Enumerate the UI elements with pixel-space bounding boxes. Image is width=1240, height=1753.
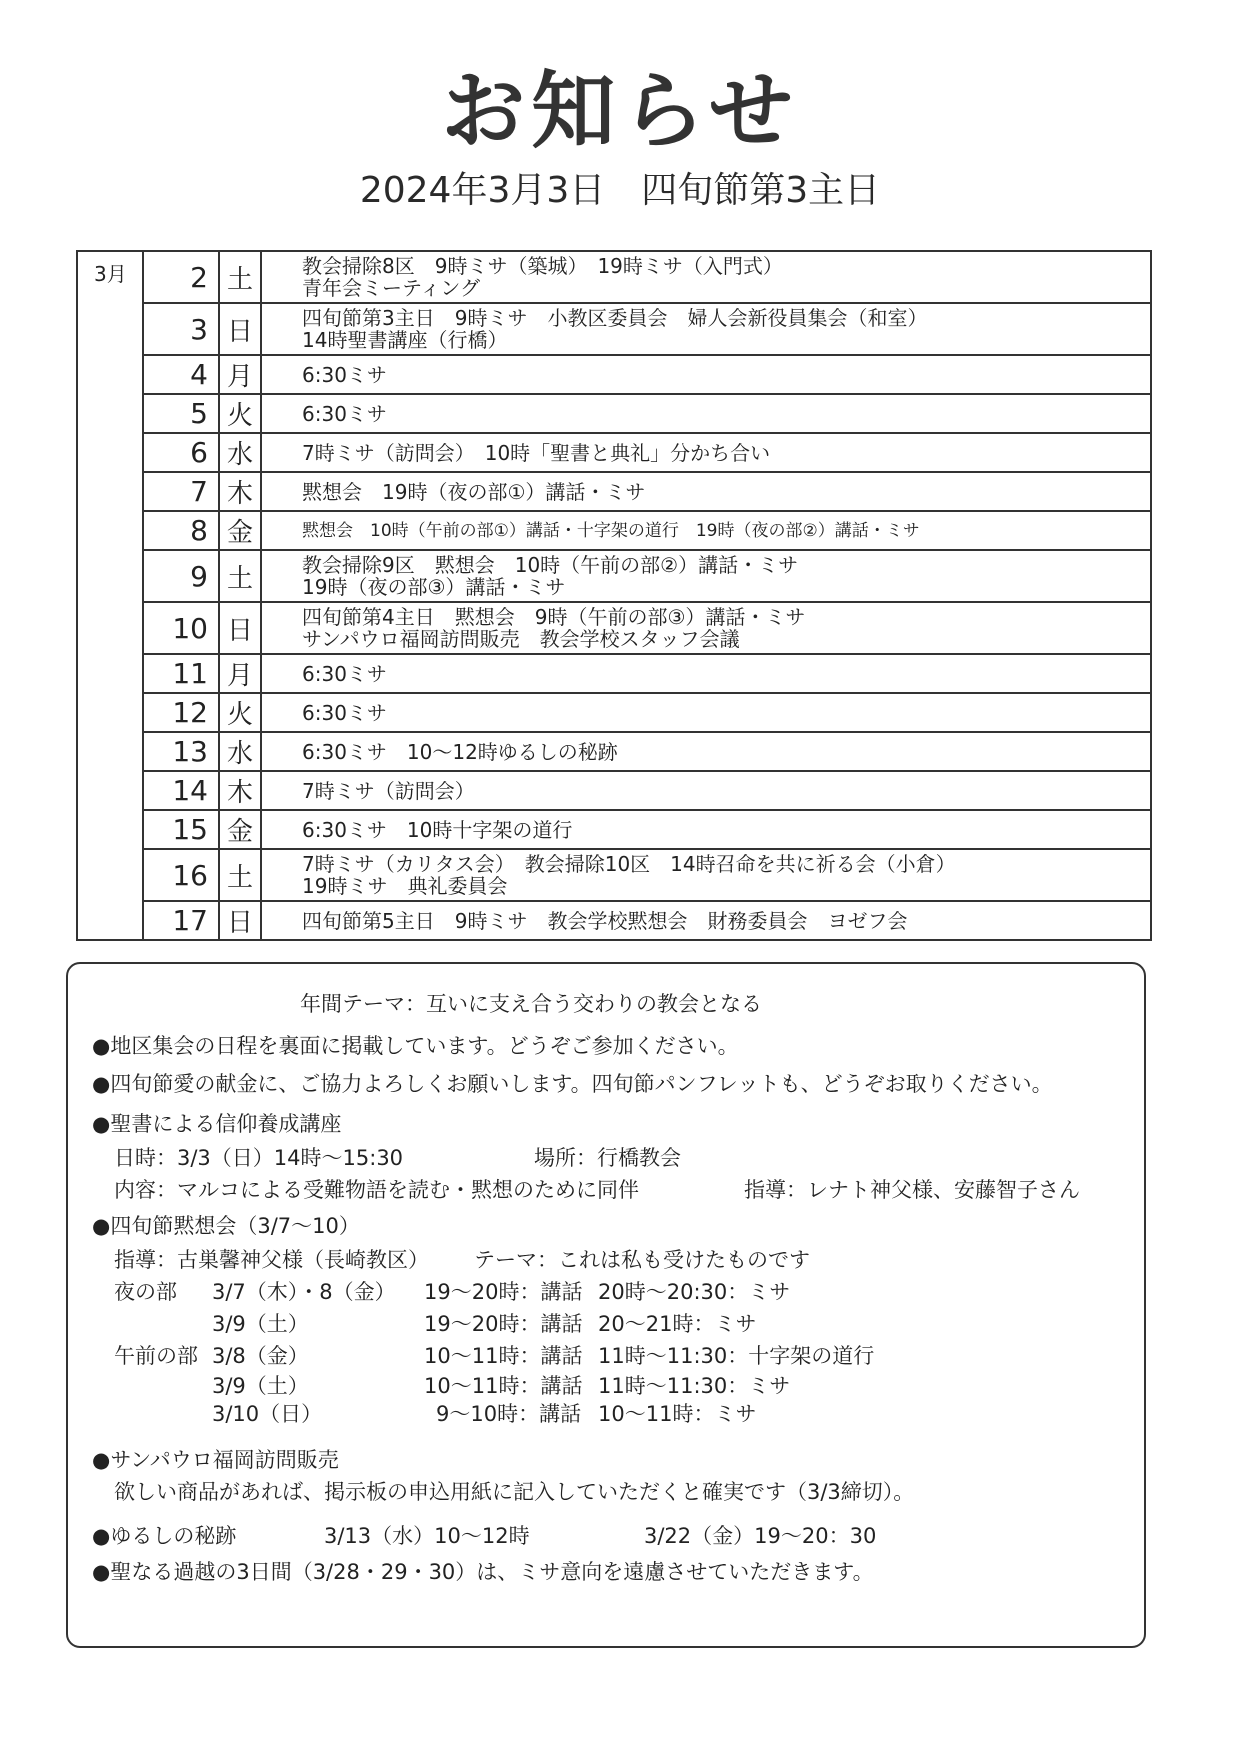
retreat-talk: 9～10時：講話	[436, 1402, 582, 1426]
events-cell	[261, 303, 1151, 355]
retreat-date: 3/7（木）・8（金）	[212, 1280, 396, 1304]
retreat-talk: 10～11時：講話	[424, 1344, 583, 1368]
event-line: 7時ミサ（訪問会） 10時「聖書と典礼」分かち合い	[302, 440, 771, 465]
weekday: 日	[219, 901, 261, 940]
retreat-part: 夜の部	[114, 1280, 177, 1304]
event-line: 6:30ミサ	[302, 362, 387, 387]
event-line: 教会掃除9区 黙想会 10時（午前の部②）講話・ミサ	[302, 553, 799, 577]
retreat-part: 午前の部	[114, 1344, 198, 1368]
day-number: 2	[143, 251, 219, 303]
event-line: 19時（夜の部③）講話・ミサ	[302, 575, 566, 599]
day-number: 16	[143, 849, 219, 901]
schedule-row	[77, 771, 1151, 810]
events-cell	[261, 732, 1151, 771]
schedule-row	[77, 303, 1151, 355]
events-cell	[261, 394, 1151, 433]
event-line: 四旬節第4主日 黙想会 9時（午前の部③）講話・ミサ	[302, 605, 806, 629]
day-number: 4	[143, 355, 219, 394]
bible-course-datetime: 日時：3/3（日）14時～15:30	[114, 1146, 404, 1170]
retreat-theme: テーマ：これは私も受けたものです	[474, 1248, 810, 1272]
event-line: 四旬節第5主日 9時ミサ 教会学校黙想会 財務委員会 ヨゼフ会	[302, 908, 908, 933]
events-cell	[261, 511, 1151, 550]
events-cell	[261, 433, 1151, 472]
bible-course-heading: ● 聖書による信仰養成講座	[92, 1108, 341, 1138]
event-line: 教会掃除8区 9時ミサ（築城） 19時ミサ（入門式）	[302, 254, 783, 278]
event-line: 四旬節第3主日 9時ミサ 小教区委員会 婦人会新役員集会（和室）	[302, 306, 928, 330]
event-line: 7時ミサ（訪問会）	[302, 778, 475, 803]
event-line: 6:30ミサ	[302, 401, 387, 426]
event-line: 黙想会 10時（午前の部①）講話・十字架の道行 19時（夜の部②）講話・ミサ	[302, 520, 920, 541]
event-line: 黙想会 19時（夜の部①）講話・ミサ	[302, 479, 646, 504]
events-cell	[261, 810, 1151, 849]
day-number: 12	[143, 693, 219, 732]
weekday: 金	[219, 511, 261, 550]
notice-box	[66, 962, 1146, 1648]
weekday: 火	[219, 394, 261, 433]
retreat-talk: 10～11時：講話	[424, 1374, 583, 1398]
schedule-row	[77, 849, 1151, 901]
retreat-after: 11時～11:30：十字架の道行	[598, 1344, 875, 1368]
events-cell	[261, 693, 1151, 732]
bible-course-guide: 指導：レナト神父様、安藤智子さん	[744, 1178, 1080, 1202]
events-cell	[261, 654, 1151, 693]
schedule-row	[77, 251, 1151, 303]
bible-course-place: 場所：行橋教会	[534, 1146, 681, 1170]
event-line: 14時聖書講座（行橋）	[302, 328, 508, 352]
retreat-talk: 19～20時：講話	[424, 1312, 583, 1336]
day-number: 10	[143, 602, 219, 654]
events-cell	[261, 355, 1151, 394]
sale-text: 欲しい商品があれば、掲示板の申込用紙に記入していただくと確実です（3/3締切）。	[114, 1480, 915, 1504]
bible-course-content: 内容：マルコによる受難物語を読む・黙想のために同伴	[114, 1178, 639, 1202]
weekday: 木	[219, 472, 261, 511]
weekday: 土	[219, 251, 261, 303]
events-cell	[261, 602, 1151, 654]
weekday: 土	[219, 849, 261, 901]
weekday: 日	[219, 303, 261, 355]
day-number: 17	[143, 901, 219, 940]
event-line: 7時ミサ（カリタス会） 教会掃除10区 14時召命を共に祈る会（小倉）	[302, 852, 956, 876]
retreat-after: 20～21時：ミサ	[598, 1312, 757, 1336]
reconciliation-date2: 3/22（金）19～20：30	[644, 1524, 877, 1548]
day-number: 8	[143, 511, 219, 550]
weekday: 月	[219, 355, 261, 394]
events-cell	[261, 901, 1151, 940]
month-label: 3月	[77, 251, 143, 940]
schedule-row	[77, 472, 1151, 511]
schedule-row	[77, 602, 1151, 654]
event-line: 6:30ミサ 10～12時ゆるしの秘跡	[302, 739, 618, 764]
day-number: 5	[143, 394, 219, 433]
retreat-talk: 19～20時：講話	[424, 1280, 583, 1304]
retreat-date: 3/8（金）	[212, 1344, 309, 1368]
sale-heading: ● サンパウロ福岡訪問販売	[92, 1444, 339, 1474]
retreat-after: 11時～11:30：ミサ	[598, 1374, 791, 1398]
weekday: 火	[219, 693, 261, 732]
weekday: 木	[219, 771, 261, 810]
day-number: 11	[143, 654, 219, 693]
events-cell	[261, 849, 1151, 901]
schedule-row	[77, 433, 1151, 472]
events-cell	[261, 472, 1151, 511]
schedule-row	[77, 355, 1151, 394]
weekday: 日	[219, 602, 261, 654]
retreat-guide: 指導：古巣馨神父様（長崎教区）	[114, 1248, 429, 1272]
notice-district: ● 地区集会の日程を裏面に掲載しています。どうぞご参加ください。	[92, 1030, 739, 1060]
weekday: 金	[219, 810, 261, 849]
event-line: 6:30ミサ	[302, 700, 387, 725]
day-number: 6	[143, 433, 219, 472]
day-number: 7	[143, 472, 219, 511]
retreat-after: 10～11時：ミサ	[598, 1402, 757, 1426]
weekday: 水	[219, 732, 261, 771]
schedule-row	[77, 901, 1151, 940]
notice-offering: ● 四旬節愛の献金に、ご協力よろしくお願いします。四旬節パンフレットも、どうぞお取りください。	[92, 1068, 1053, 1098]
day-number: 13	[143, 732, 219, 771]
schedule-table	[76, 250, 1152, 941]
page-subtitle: 2024年3月3日 四旬節第3主日	[359, 170, 881, 211]
event-line: 6:30ミサ 10時十字架の道行	[302, 817, 573, 842]
retreat-heading: ● 四旬節黙想会（3/7～10）	[92, 1210, 360, 1240]
schedule-row	[77, 732, 1151, 771]
day-number: 9	[143, 550, 219, 602]
events-cell	[261, 550, 1151, 602]
retreat-date: 3/9（土）	[212, 1312, 309, 1336]
reconciliation-heading: ● ゆるしの秘跡	[92, 1520, 236, 1550]
day-number: 15	[143, 810, 219, 849]
schedule-row	[77, 810, 1151, 849]
day-number: 3	[143, 303, 219, 355]
weekday: 水	[219, 433, 261, 472]
event-line: 19時ミサ 典礼委員会	[302, 874, 508, 898]
schedule-row	[77, 394, 1151, 433]
events-cell	[261, 771, 1151, 810]
events-cell	[261, 251, 1151, 303]
annual-theme: 年間テーマ：互いに支え合う交わりの教会となる	[300, 992, 762, 1016]
schedule-row	[77, 550, 1151, 602]
day-number: 14	[143, 771, 219, 810]
event-line: 青年会ミーティング	[302, 276, 480, 300]
event-line: サンパウロ福岡訪問販売 教会学校スタッフ会議	[302, 627, 740, 651]
reconciliation-date1: 3/13（水）10～12時	[324, 1524, 530, 1548]
schedule-row	[77, 511, 1151, 550]
event-line: 6:30ミサ	[302, 661, 387, 686]
retreat-after: 20時～20:30：ミサ	[598, 1280, 791, 1304]
retreat-date: 3/10（日）	[212, 1402, 323, 1426]
page-title: お知らせ	[441, 62, 799, 160]
schedule-row	[77, 654, 1151, 693]
schedule-row	[77, 693, 1151, 732]
weekday: 月	[219, 654, 261, 693]
weekday: 土	[219, 550, 261, 602]
retreat-date: 3/9（土）	[212, 1374, 309, 1398]
notice-triduum: ● 聖なる過越の3日間（3/28・29・30）は、ミサ意向を遠慮させていただきます。	[92, 1556, 874, 1586]
